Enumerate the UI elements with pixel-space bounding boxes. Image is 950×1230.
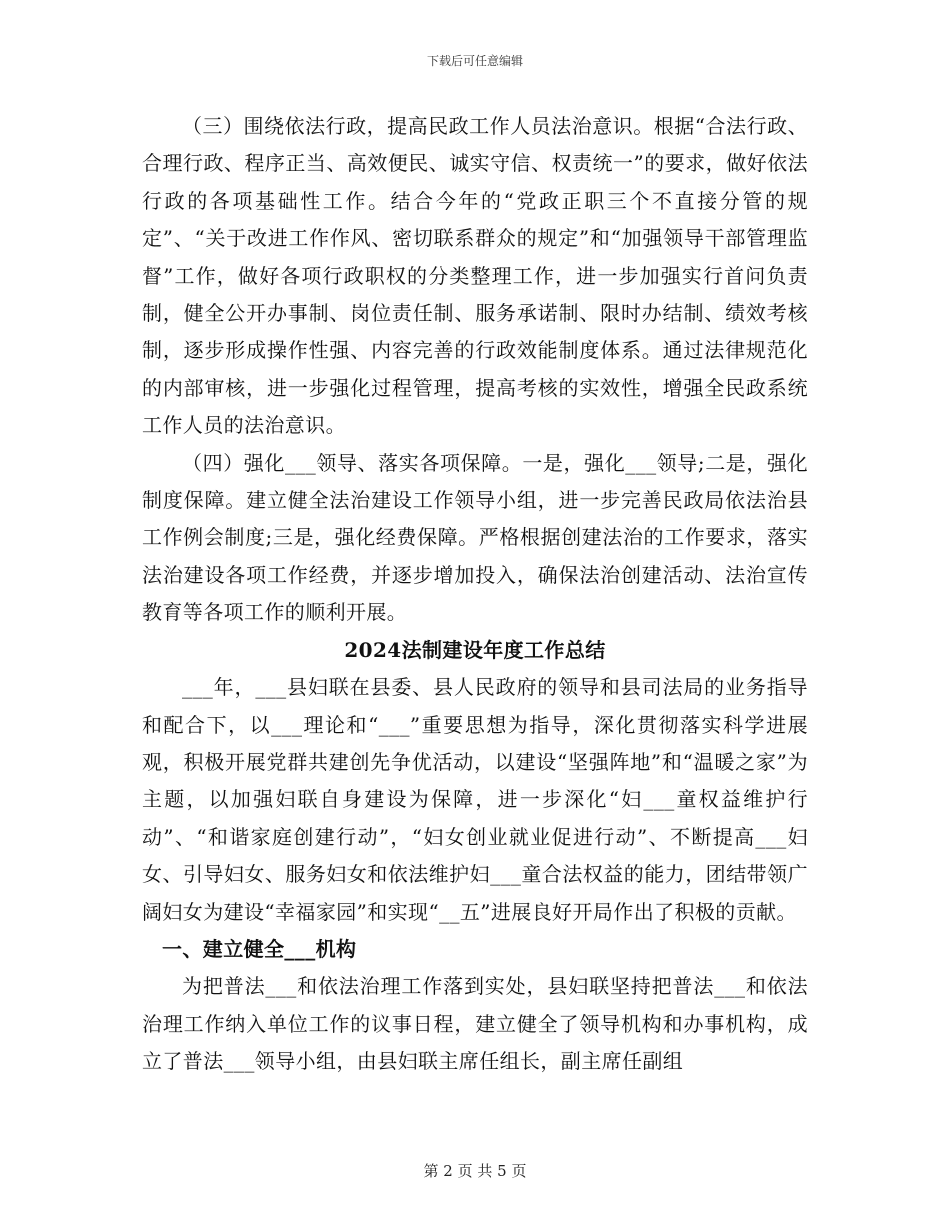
page-header-note: 下载后可任意编辑 <box>426 54 523 68</box>
document-body <box>142 108 808 1081</box>
page-number-footer: 第 2 页 共 5 页 <box>423 1162 527 1180</box>
document-title: 2024法制建设年度工作总结 <box>344 637 606 662</box>
summary-intro-paragraph: ___年，___县妇联在县委、县人民政府的领导和县司法局的业务指导和配合下，以___理论和“___”重要思想为指导，深化贯彻落实科学进展观，积极开展党群共建创先争优活动，以建设“坚强阵地”和“温暖之家”为主题，以加强妇联自身建设为保障，进一步深化“妇___童权益维护行动”、“和谐家庭创建行动”，“妇女创业就业促进行动”、不断提高___妇女、引导妇女、服务妇女和依法维护妇___童合法权益的能力，团结带领广阔妇女为建设“幸福家园”和实现“__五”进展良好开局作出了积极的贡献。 <box>142 675 808 924</box>
section-1-heading: 一、建立健全___机构 <box>162 936 357 961</box>
paragraph-item-3: （三）围绕依法行政，提高民政工作人员法治意识。根据“合法行政、合理行政、程序正当、高效便民、诚实守信、权责统一”的要求，做好依法行政的各项基础性工作。结合今年的“党政正职三个不直接分管的规定”、“关于改进工作作风、密切联系群众的规定”和“加强领导干部管理监督”工作，做好各项行政职权的分类整理工作，进一步加强实行首问负责制，健全公开办事制、岗位责任制、服务承诺制、限时办结制、绩效考核制，逐步形成操作性强、内容完善的行政效能制度体系。通过法律规范化的内部审核，进一步强化过程管理，提高考核的实效性，增强全民政系统工作人员的法治意识。 <box>142 114 808 438</box>
section-1-paragraph: 为把普法___和依法治理工作落到实处，县妇联坚持把普法___和依法治理工作纳入单位工作的议事日程，建立健全了领导机构和办事机构，成立了普法___领导小组，由县妇联主席任组长，副主席任副组 <box>142 974 808 1074</box>
paragraph-item-4: （四）强化___领导、落实各项保障。一是，强化___领导;二是，强化制度保障。建立健全法治建设工作领导小组，进一步完善民政局依法治县工作例会制度;三是，强化经费保障。严格根据创建法治的工作要求，落实法治建设各项工作经费，并逐步增加投入，确保法治创建活动、法治宣传教育等各项工作的顺利开展。 <box>142 450 808 625</box>
